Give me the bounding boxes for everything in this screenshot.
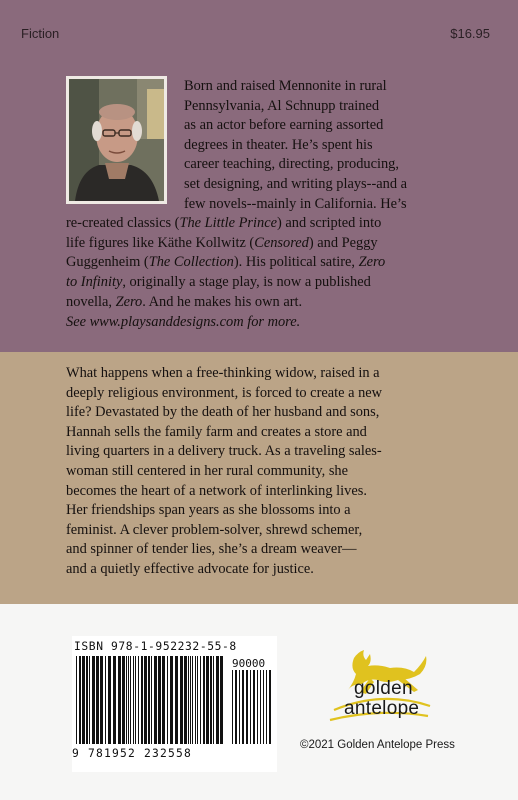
addon-barcode-bar [242,670,244,744]
barcode-bar [76,656,77,744]
addon-barcode-bar [239,670,240,744]
barcode-bar [206,656,209,744]
barcode-bar [128,656,129,744]
synopsis-line: Her friendships span years as she blossoms into a [66,502,351,519]
addon-barcode-bar [257,670,258,744]
addon-barcode-bar [260,670,261,744]
barcode-bar [100,656,103,744]
bio-line: re-created classics (The Little Prince) and scripted into [66,215,382,232]
synopsis-line: woman still centered in her rural community, she [66,462,349,479]
author-bio [66,77,491,333]
barcode-bar [118,656,121,744]
synopsis-line: What happens when a free-thinking widow, raised in a [66,365,380,381]
addon-barcode-bar [269,670,271,744]
barcode-bar [82,656,85,744]
isbn-barcode [72,636,277,772]
synopsis-panel [0,352,518,604]
barcode-bar [130,656,131,744]
synopsis-text [66,364,496,580]
barcode-bar [190,656,191,744]
synopsis-line: deeply religious environment, is forced to create a new [66,384,383,401]
barcode-bar [113,656,116,744]
barcode-bar [154,656,157,744]
barcode-bar [105,656,106,744]
isbn-number: ISBN 978-1-952232-55-8 [74,640,237,653]
barcode-bar [213,656,214,744]
logo-wordmark-antelope: antelope [344,698,420,719]
barcode-bar [96,656,99,744]
barcode-bar [192,656,193,744]
bio-line: Guggenheim (The Collection). His political satire, Zero [66,254,386,271]
author-website: See www.playsanddesigns.com for more. [66,314,301,331]
barcode-bar [79,656,81,744]
synopsis-line: living quarters in a delivery truck. As a traveling sales- [66,443,382,460]
addon-barcode-bar [250,670,251,744]
addon-barcode-bar [232,670,233,744]
bio-line: novella, Zero. And he makes his own art. [66,293,303,310]
addon-barcode-bar [266,670,267,744]
barcode-bar [175,656,178,744]
barcode-bar [86,656,88,744]
barcode-bar [122,656,125,744]
bio-line: career teaching, directing, producing, [184,156,399,173]
barcode-bar [133,656,134,744]
barcode-bar [151,656,152,744]
publisher-panel [0,604,518,800]
barcode-bar [203,656,205,744]
copyright-notice: ©2021 Golden Antelope Press [300,739,455,751]
addon-barcode-bar [253,670,255,744]
bio-line: few novels--mainly in California. He’s [184,195,407,212]
barcode-bar [138,656,139,744]
barcode-bar [158,656,161,744]
price-label: $16.95 [450,26,490,41]
barcode-bar [144,656,147,744]
barcode-bar [210,656,212,744]
addon-barcode-bar [263,670,264,744]
barcode-bar [135,656,136,744]
synopsis-line: and a quietly effective advocate for justice. [66,560,314,577]
ean-number: 9 781952 232558 [72,747,193,760]
barcode-bar [184,656,187,744]
barcode-bar [170,656,173,744]
bio-line: Pennsylvania, Al Schnupp trained [184,97,380,114]
barcode-bar [141,656,143,744]
author-bio-panel [0,0,518,352]
synopsis-line: Hannah sells the family farm and creates a store and [66,423,367,440]
barcode-bar [126,656,127,744]
bio-line: degrees in theater. He’s spent his [184,136,373,153]
synopsis-line: and spinner of tender lies, she’s a dream weaver— [66,541,357,558]
barcode-bar [216,656,219,744]
barcode-bar [167,656,168,744]
barcode-bar [195,656,196,744]
barcode-bar [108,656,111,744]
barcode-bar [180,656,183,744]
bio-line: as an actor before earning assorted [184,117,384,134]
synopsis-line: feminist. A clever problem-solver, shrewd schemer, [66,521,363,538]
barcode-bar [197,656,198,744]
price-addon-code: 90000 [232,657,266,670]
logo-wordmark-golden: golden [354,678,413,699]
barcode-bar [200,656,201,744]
genre-label: Fiction [21,26,60,41]
synopsis-line: life? Devastated by the death of her husband and sons, [66,404,380,421]
barcode-bar [220,656,223,744]
barcode-bar [188,656,189,744]
bio-line: to Infinity, originally a stage play, is now a published [66,273,371,290]
bio-line: life figures like Käthe Kollwitz (Censored) and Peggy [66,234,378,251]
bio-line: Born and raised Mennonite in rural [184,78,387,94]
addon-barcode-bar [246,670,248,744]
barcode-bar [148,656,150,744]
barcode-bar [92,656,95,744]
bio-line: set designing, and writing plays--and a [184,175,408,192]
addon-barcode-bar [235,670,237,744]
barcode-bar [89,656,90,744]
synopsis-line: becomes the heart of a network of interlinking lives. [66,482,367,499]
barcode-bar [162,656,165,744]
